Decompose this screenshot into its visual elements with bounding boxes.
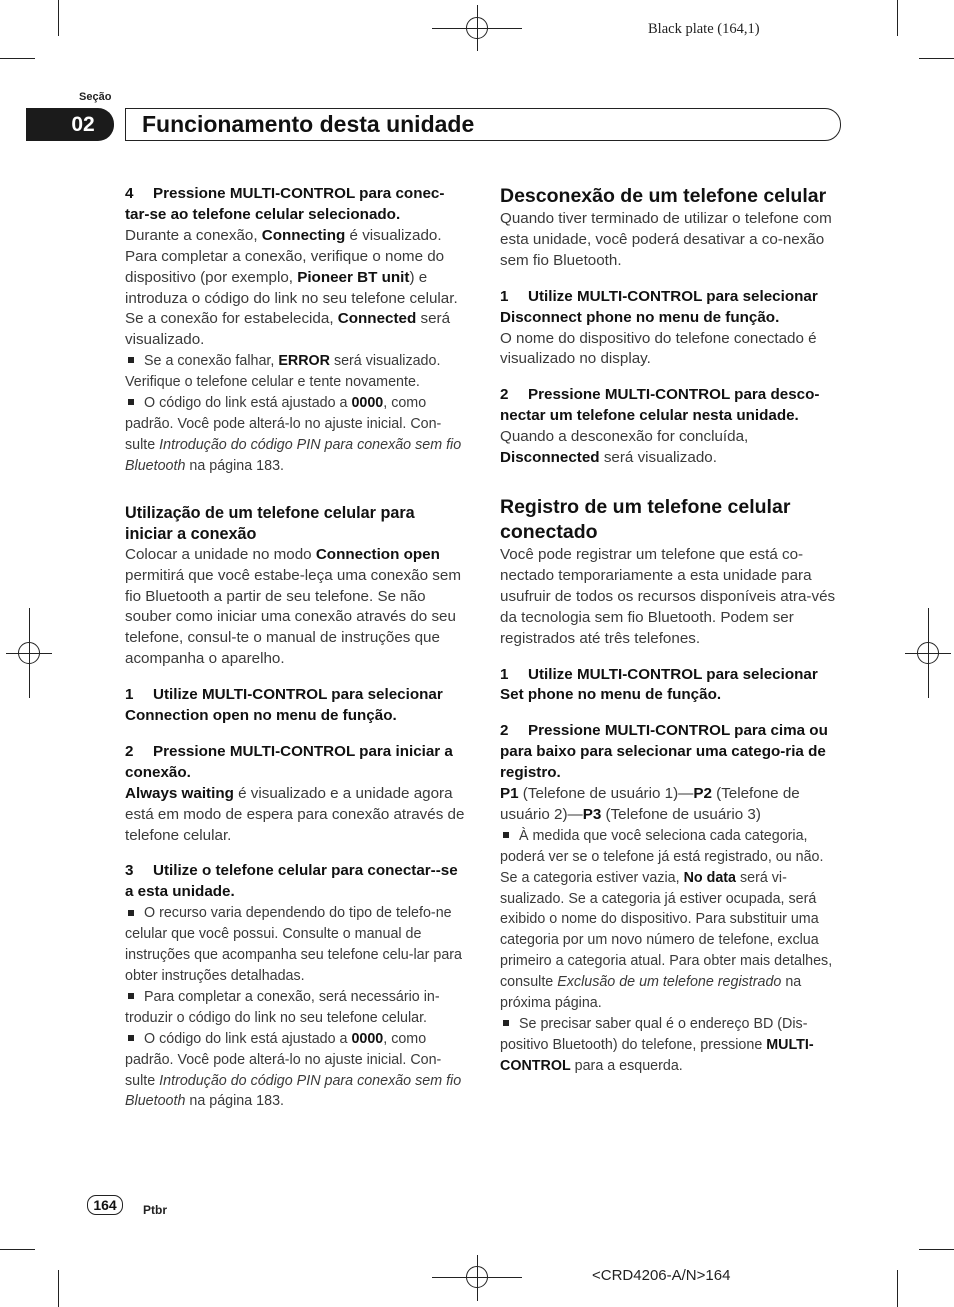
crop-mark: [0, 1249, 35, 1250]
step-2: 2 Pressione MULTI-CONTROL para desco-nectar um telefone celular nesta unidade.: [500, 386, 820, 425]
language-label: Ptbr: [143, 1203, 167, 1217]
section-label: Seção: [79, 91, 112, 103]
section-number: 02: [71, 112, 95, 136]
step-1: 1 Utilize MULTI-CONTROL para selecionar Set phone no menu de função.: [500, 665, 818, 704]
note: O código do link está ajustado a 0000, como padrão. Você pode alterá-lo no ajuste inicial. Con-sulte Introdução do código PIN para conexão sem fio Bluetooth na página 183.: [125, 1030, 462, 1110]
paragraph: Você pode registrar um telefone que está co-nectado temporariamente a esta unidade para usufruir de todos os recursos disponíveis atra-vés da tecnologia sem fio Bluetooth. Podem ser registrados até três telefones.: [500, 545, 836, 647]
paragraph: P1 (Telefone de usuário 1)—P2 (Telefone de usuário 2)—P3 (Telefone de usuário 3): [500, 785, 800, 823]
note: À medida que você seleciona cada categoria, poderá ver se o telefone já está registrado, ou não. Se a categoria estiver vazia, No data será vi-sualizado. Se a categoria já estiver ocupada, será exibido o nome do dispositivo. Para substituir uma categoria por um novo número de telefone, exclua primeiro a categoria atual. Para obter mais detalhes, consulte Exclusão de um telefone registrado na próxima página.: [500, 827, 833, 1012]
page-number: 164: [93, 1197, 117, 1213]
section-title-box: [125, 108, 841, 141]
left-column: [125, 184, 465, 1112]
bullet-icon: [128, 993, 134, 999]
step-1: 1 Utilize MULTI-CONTROL para selecionar Connection open no menu de função.: [125, 686, 443, 725]
note: Para completar a conexão, será necessário in-troduzir o código do link no seu telefone celular.: [125, 988, 440, 1026]
note: Se precisar saber qual é o endereço BD (Dis-positivo Bluetooth) do telefone, pressione MULTI-CONTROL para a esquerda.: [500, 1016, 814, 1074]
crop-mark: [58, 1270, 59, 1307]
crop-mark: [897, 1270, 898, 1307]
paragraph: Always waiting é visualizado e a unidade agora está em modo de espera para conexão através de telefone celular.: [125, 784, 465, 844]
bullet-icon: [128, 399, 134, 405]
note: Se a conexão falhar, ERROR será visualizado. Verifique o telefone celular e tente novamente.: [125, 353, 441, 391]
step-1: 1 Utilize MULTI-CONTROL para selecionar Disconnect phone no menu de função.: [500, 287, 818, 326]
crop-mark: [897, 0, 898, 36]
bullet-icon: [128, 1035, 134, 1041]
note: O recurso varia dependendo do tipo de telefo-ne celular que você possui. Consulte o manual de instruções que acompanha seu telefone celu-lar para obter instruções detalhadas.: [125, 905, 462, 984]
registration-circle: [466, 17, 488, 39]
step-2: 2 Pressione MULTI-CONTROL para cima ou para baixo para selecionar uma catego-ria de registro.: [500, 722, 828, 782]
step-4: 4 Pressione MULTI-CONTROL para conec-tar-se ao telefone celular selecionado.: [125, 185, 445, 223]
section-number-badge: [26, 108, 114, 141]
bullet-icon: [128, 910, 134, 916]
crop-mark: [919, 1249, 954, 1250]
paragraph: Colocar a unidade no modo Connection open permitirá que você estabe-leça uma conexão sem fio Bluetooth a partir de seu telefone. Se não souber como iniciar uma conexão através do seu telefone, consul-te o manual de instruções que acompanha o aparelho.: [125, 545, 461, 668]
paragraph: Quando a desconexão for concluída, Disconnected será visualizado.: [500, 428, 749, 467]
crop-mark: [58, 0, 59, 36]
paragraph: Quando tiver terminado de utilizar o telefone com esta unidade, você poderá desativar a co-nexão sem fio Bluetooth.: [500, 210, 832, 269]
bullet-icon: [128, 357, 134, 363]
right-column: [500, 184, 840, 1077]
registration-circle: [18, 642, 40, 664]
paragraph: Durante a conexão, Connecting é visualizado. Para completar a conexão, verifique o nome do dispositivo (por exemplo, Pioneer BT unit) e introduza o código do link no seu telefone celular. Se a conexão for estabelecida, Connected será visualizado.: [125, 226, 458, 349]
heading-registro: Registro de um telefone celular conectado: [500, 495, 791, 543]
paragraph: O nome do dispositivo do telefone conectado é visualizado no display.: [500, 329, 817, 368]
bullet-icon: [503, 1020, 509, 1026]
note: O código do link está ajustado a 0000, como padrão. Você pode alterá-lo no ajuste inicial. Con-sulte Introdução do código PIN para conexão sem fio Bluetooth na página 183.: [125, 395, 462, 474]
crop-mark: [0, 58, 35, 59]
heading-desconexao: Desconexão de um telefone celular: [500, 185, 827, 207]
registration-circle: [917, 642, 939, 664]
plate-label: Black plate (164,1): [648, 21, 760, 37]
document-code: <CRD4206-A/N>164: [592, 1267, 731, 1284]
registration-circle: [466, 1266, 488, 1288]
subheading-utilizacao: Utilização de um telefone celular para iniciar a conexão: [125, 503, 415, 543]
crop-mark: [919, 58, 954, 59]
bullet-icon: [503, 832, 509, 838]
section-title: Funcionamento desta unidade: [142, 111, 475, 137]
step-3: 3 Utilize o telefone celular para conectar--se a esta unidade.: [125, 862, 458, 901]
step-2: 2 Pressione MULTI-CONTROL para iniciar a conexão.: [125, 742, 453, 781]
page-number-badge: [87, 1195, 123, 1215]
